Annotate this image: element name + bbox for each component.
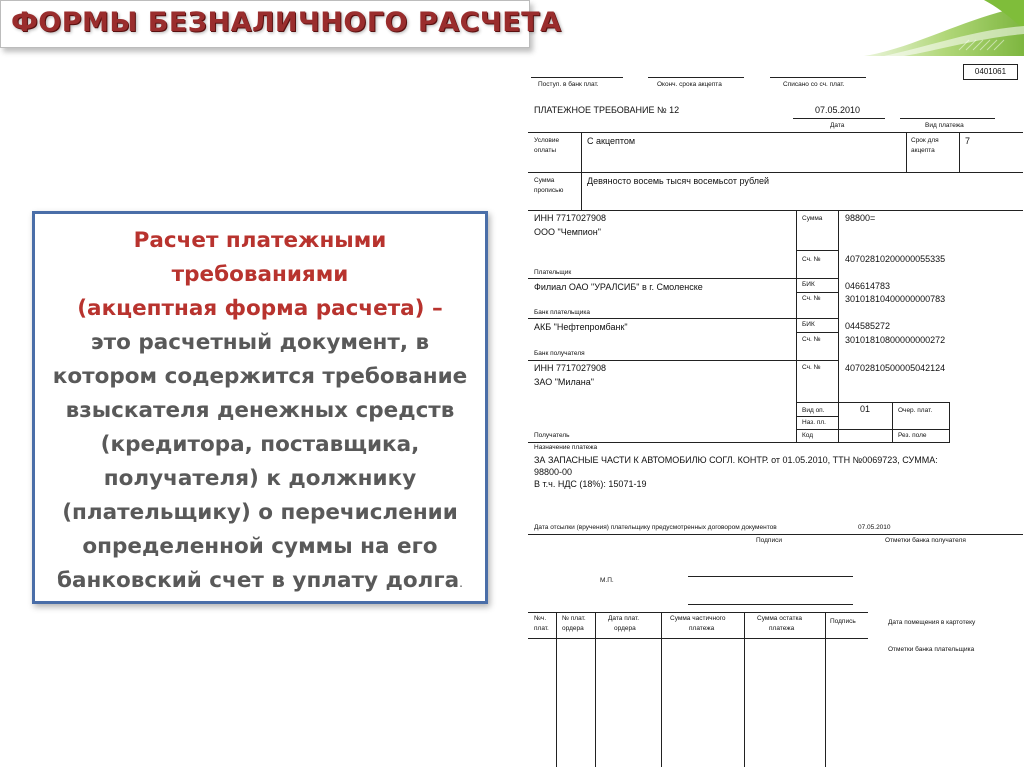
table-header-4b: платежа <box>689 625 715 632</box>
terms-value: С акцептом <box>587 136 636 146</box>
rule <box>648 77 744 78</box>
rule <box>531 77 623 78</box>
form-code: 0401061 <box>963 64 1018 80</box>
definition-line-4: (кредитора, поставщика, <box>100 432 420 457</box>
payer-bank: Филиал ОАО "УРАЛСИБ" в г. Смоленске <box>534 282 703 292</box>
rule <box>528 210 1023 211</box>
terms-label-2: оплаты <box>534 147 557 154</box>
table-header-3: Дата плат. <box>608 615 640 622</box>
signatures-label: Подписи <box>756 537 782 544</box>
definition-line-3: взыскателя денежных средств <box>65 398 455 423</box>
purpose-line-1: ЗА ЗАПАСНЫЕ ЧАСТИ К АВТОМОБИЛЮ СОГЛ. КОНТР. от 01.05.2010, ТТН №0069723, СУММА: <box>534 455 938 465</box>
definition-line-8: банковский счет в уплату долга <box>57 568 460 593</box>
rule <box>906 132 907 172</box>
rule <box>838 210 839 443</box>
terms-label-1: Условие <box>534 137 560 144</box>
signature-line <box>688 576 853 577</box>
op-type-value: 01 <box>860 404 871 414</box>
purpose-code-label: Наз. пл. <box>802 419 826 426</box>
definition-line-5: получателя) к должнику <box>103 466 417 491</box>
term-line-2: требованиями <box>171 262 349 287</box>
slide-title-box <box>0 0 562 48</box>
rule <box>581 172 582 210</box>
accept-term-label-2: акцепта <box>911 147 935 154</box>
sum-label: Сумма <box>802 215 823 222</box>
rule <box>796 210 797 443</box>
recipient-bank-marks-label: Отметки банка получателя <box>885 537 966 544</box>
rule <box>528 172 1023 173</box>
priority-label: Очер. плат. <box>898 407 933 414</box>
rule <box>796 292 838 293</box>
recipient-corr-label: Сч. № <box>802 336 821 343</box>
rule <box>528 638 868 639</box>
term-line-3-row <box>49 292 471 326</box>
recipient-bik: 044585272 <box>845 321 891 331</box>
table-header-1b: плат. <box>534 625 549 632</box>
signature-line <box>688 604 853 605</box>
accept-term-value: 7 <box>965 136 971 146</box>
term-dash: – <box>424 296 443 321</box>
rule <box>556 612 557 767</box>
recipient-account-label: Сч. № <box>802 364 821 371</box>
rule <box>793 118 885 119</box>
rule <box>528 360 838 361</box>
rule <box>796 416 838 417</box>
payer-name: ООО "Чемпион" <box>534 227 601 237</box>
label-debited: Списано со сч. плат. <box>783 81 845 88</box>
table-header-3b: ордера <box>614 625 636 632</box>
definition-box <box>32 211 488 604</box>
filing-date-label: Дата помещения в картотеку <box>888 619 976 626</box>
slide-title: ФОРМЫ БЕЗНАЛИЧНОГО РАСЧЕТА <box>11 7 562 38</box>
sum-words-value: Девяносто восемь тысяч восемьсот рублей <box>587 176 770 186</box>
reserve-label: Рез. поле <box>898 432 927 439</box>
rule <box>959 132 960 172</box>
sum-words-label-2: прописью <box>534 187 564 194</box>
rule <box>581 132 582 172</box>
table-header-2: № плат. <box>562 615 586 622</box>
payer-account-label: Сч. № <box>802 256 821 263</box>
definition-line-1: это расчетный документ, в <box>90 330 430 355</box>
sum-words-label-1: Сумма <box>534 177 555 184</box>
payer-corr-label: Сч. № <box>802 295 821 302</box>
definition-end-mark: . <box>459 576 463 590</box>
rule <box>796 429 949 430</box>
payer-bik-label: БИК <box>802 281 815 288</box>
recipient-label: Получатель <box>534 432 570 439</box>
rule <box>528 534 1023 535</box>
rule <box>528 278 838 279</box>
recipient-bank-label: Банк получателя <box>534 350 585 357</box>
rule <box>949 402 950 443</box>
rule <box>528 612 868 613</box>
table-header-6: Подпись <box>830 618 856 625</box>
table-header-1: №ч. <box>534 615 547 622</box>
payer-inn: ИНН 7717027908 <box>534 213 607 223</box>
rule <box>900 118 995 119</box>
rule <box>825 612 826 767</box>
table-header-4: Сумма частичного <box>670 615 726 622</box>
rule <box>528 132 1023 133</box>
rule <box>796 402 949 403</box>
label-received: Поступ. в банк плат. <box>538 81 599 88</box>
payer-label: Плательщик <box>534 269 572 276</box>
purpose-label: Назначение платежа <box>534 444 598 451</box>
rule <box>770 77 866 78</box>
stamp-label: М.П. <box>600 577 614 584</box>
recipient-account: 40702810500005042124 <box>845 363 946 373</box>
term-line-1: Расчет платежными <box>133 228 387 253</box>
payer-bank-marks-label: Отметки банка плательщика <box>888 646 975 653</box>
definition-line-2: котором содержится требование <box>52 364 468 389</box>
payer-bik: 046614783 <box>845 281 891 291</box>
rule <box>892 402 893 443</box>
payer-account: 40702810200000055335 <box>845 254 946 264</box>
term-line-3: (акцептная форма расчета) <box>77 296 425 321</box>
documents-sent-date: 07.05.2010 <box>858 524 891 531</box>
recipient-name: ЗАО "Милана" <box>534 377 594 387</box>
decorative-green-band <box>864 0 1024 56</box>
definition-line-6: (плательщику) о перечислении <box>62 500 458 525</box>
recipient-bik-label: БИК <box>802 321 815 328</box>
table-header-5b: платежа <box>769 625 795 632</box>
payer-corr: 30101810400000000783 <box>845 294 946 304</box>
definition-line-8-row <box>49 564 471 600</box>
payment-type-label: Вид платежа <box>925 122 964 129</box>
recipient-corr: 30101810800000000272 <box>845 335 946 345</box>
recipient-bank: АКБ "Нефтепромбанк" <box>534 322 628 332</box>
document-date: 07.05.2010 <box>815 105 861 115</box>
label-accept-end: Оконч. срока акцепта <box>657 81 722 88</box>
definition-line-7: определенной суммы на его <box>82 534 438 559</box>
rule <box>796 250 838 251</box>
rule <box>744 612 745 767</box>
rule <box>796 332 838 333</box>
document-title: ПЛАТЕЖНОЕ ТРЕБОВАНИЕ № 12 <box>534 105 680 115</box>
table-header-2b: ордера <box>562 625 584 632</box>
recipient-inn: ИНН 7717027908 <box>534 363 607 373</box>
purpose-line-3: В т.ч. НДС (18%): 15071-19 <box>534 479 647 489</box>
rule <box>528 442 949 443</box>
documents-sent-label: Дата отсылки (вручения) плательщику предусмотренных договором документов <box>534 524 777 531</box>
payer-bank-label: Банк плательщика <box>534 309 590 316</box>
date-label: Дата <box>830 122 845 129</box>
sum-value: 98800= <box>845 213 876 223</box>
purpose-line-2: 98800-00 <box>534 467 573 477</box>
code-label: Код <box>802 432 814 439</box>
accept-term-label-1: Срок для <box>911 137 939 144</box>
payment-request-document <box>503 58 1024 767</box>
rule <box>595 612 596 767</box>
table-header-5: Сумма остатка <box>757 615 803 622</box>
op-type-label: Вид оп. <box>802 407 825 414</box>
rule <box>528 318 838 319</box>
rule <box>661 612 662 767</box>
